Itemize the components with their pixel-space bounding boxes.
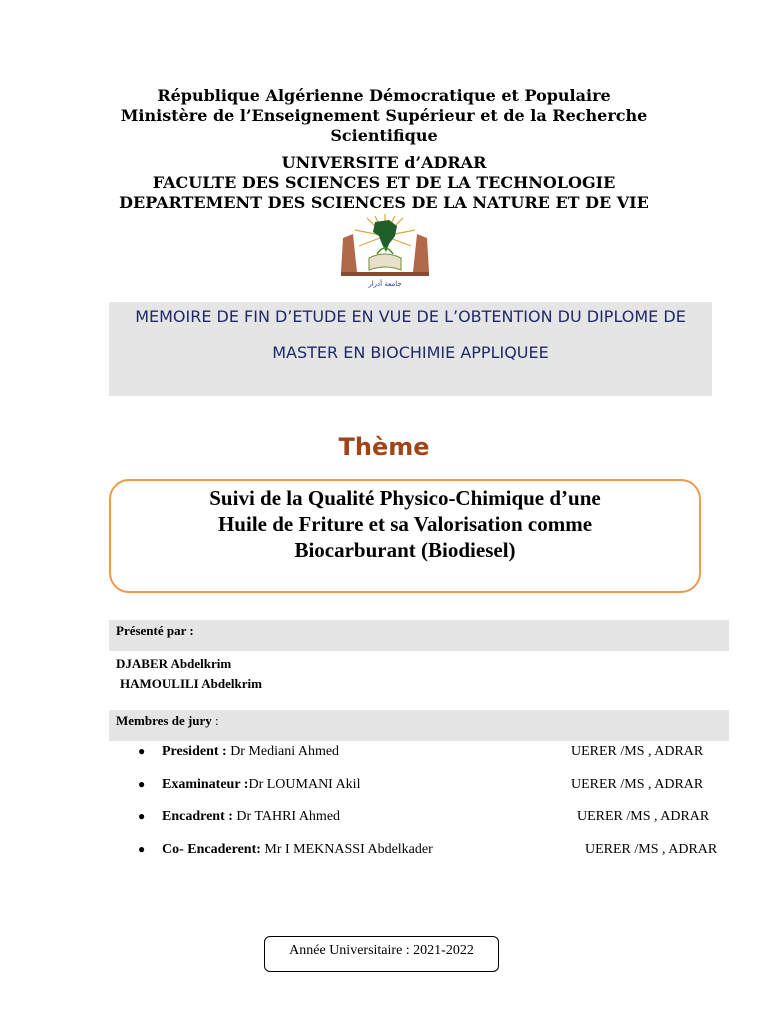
department-name: DEPARTEMENT DES SCIENCES DE LA NATURE ET DE VIE [119,193,649,212]
bullet-icon: ● [138,809,146,823]
diploma-line-1: MEMOIRE DE FIN D’ETUDE EN VUE DE L’OBTENTION DU DIPLOME DE [135,307,686,326]
jury-label: Membres de jury : [116,713,219,728]
jury-member-row [138,744,738,764]
bullet-icon: ● [138,777,146,791]
jury-member-row [138,777,738,797]
student-name-1: DJABER Abdelkrim [116,656,232,671]
jury-member-affiliation: UERER /MS , ADRAR [585,842,718,857]
jury-member-entry: Encadrent : Dr TAHRI Ahmed [162,809,341,824]
logo-arabic-text: جامعة أدرار [368,280,402,288]
ministry-header [0,86,768,146]
republic-name: République Algérienne Démocratique et Populaire [157,86,611,105]
university-name: UNIVERSITE d’ADRAR [281,153,487,172]
university-header [0,153,768,213]
presented-by-band [109,620,729,651]
jury-member-entry: Examinateur :Dr LOUMANI Akil [162,777,361,792]
jury-band [109,710,729,741]
thesis-title-line-3: Biocarburant (Biodiesel) [294,538,516,562]
jury-member-row [138,842,738,862]
university-of-adrar-logo-icon [337,214,433,290]
jury-member-entry: President : Dr Mediani Ahmed [162,744,340,759]
jury-member-affiliation: UERER /MS , ADRAR [571,777,704,792]
jury-member-affiliation: UERER /MS , ADRAR [577,809,710,824]
jury-member-affiliation: UERER /MS , ADRAR [571,744,704,759]
bullet-icon: ● [138,744,146,758]
ministry-name-cont: Scientifique [330,126,438,145]
ministry-name: Ministère de l’Enseignement Supérieur et de la Recherche [120,106,648,125]
thesis-title-line-1: Suivi de la Qualité Physico-Chimique d’une [209,486,601,510]
thesis-title-line-2: Huile de Friture et sa Valorisation comme [217,512,593,536]
academic-year-box: Année Universitaire : 2021-2022 [264,936,499,972]
student-name-2: HAMOULILI Abdelkrim [120,676,262,691]
bullet-icon: ● [138,842,146,856]
diploma-banner [109,302,712,396]
faculty-name: FACULTE DES SCIENCES ET DE LA TECHNOLOGIE [152,173,616,192]
presented-by-label: Présenté par : [116,623,194,638]
thesis-title-box [109,479,701,593]
jury-member-entry: Co- Encaderent: Mr I MEKNASSI Abdelkader [162,842,433,857]
theme-label: Thème [338,433,430,461]
diploma-line-2: MASTER EN BIOCHIMIE APPLIQUEE [272,343,549,362]
jury-member-row [138,809,738,829]
